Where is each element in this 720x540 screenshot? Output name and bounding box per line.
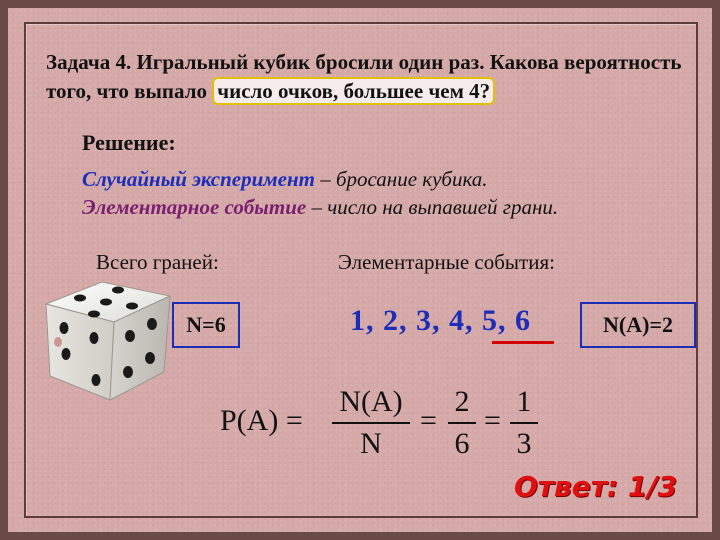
- experiment-description: [82, 165, 702, 221]
- experiment-line: [82, 165, 702, 193]
- fraction-numerator: 1: [516, 385, 532, 418]
- experiment-term: Случайный эксперимент: [82, 167, 315, 191]
- n-total-box: N=6: [172, 302, 240, 348]
- formula-fraction-na-n: [332, 384, 410, 462]
- event-term: Элементарное событие: [82, 195, 307, 219]
- fraction-bar: [448, 422, 476, 424]
- fraction-numerator: 2: [454, 385, 470, 418]
- formula-equals: =: [484, 404, 501, 437]
- slide: [8, 8, 712, 532]
- total-faces-label: Всего граней:: [96, 250, 219, 274]
- fraction-bar: [332, 422, 410, 424]
- fraction-denominator: 3: [516, 427, 532, 460]
- formula-fraction-2-6: [448, 384, 476, 462]
- formula-lhs: P(A) =: [220, 404, 303, 437]
- problem-statement: [46, 48, 696, 106]
- fraction-bar: [510, 422, 538, 424]
- fraction-denominator: 6: [454, 427, 470, 460]
- problem-text: Задача 4. Игральный кубик бросили один раз. Какова вероятность того, что выпало: [46, 50, 682, 103]
- event-line: [82, 193, 702, 221]
- favorable-events-underline: [492, 341, 554, 344]
- probability-formula: [220, 384, 540, 474]
- fraction-denominator: N: [360, 427, 382, 460]
- elementary-events-label: Элементарные события:: [338, 250, 555, 274]
- fraction-numerator: N(A): [339, 385, 403, 418]
- formula-equals: =: [420, 404, 437, 437]
- dice-icon: [38, 276, 178, 404]
- elementary-events-list: 1, 2, 3, 4, 5, 6: [350, 304, 531, 337]
- problem-highlight: число очков, большее чем 4?: [212, 77, 495, 105]
- solution-label: Решение:: [82, 130, 176, 155]
- formula-fraction-1-3: [510, 384, 538, 462]
- n-favorable-box: N(A)=2: [580, 302, 696, 348]
- answer: Ответ: 1/3: [514, 470, 678, 503]
- event-rest: – число на выпавшей грани.: [306, 195, 559, 219]
- experiment-rest: – бросание кубика.: [314, 167, 488, 191]
